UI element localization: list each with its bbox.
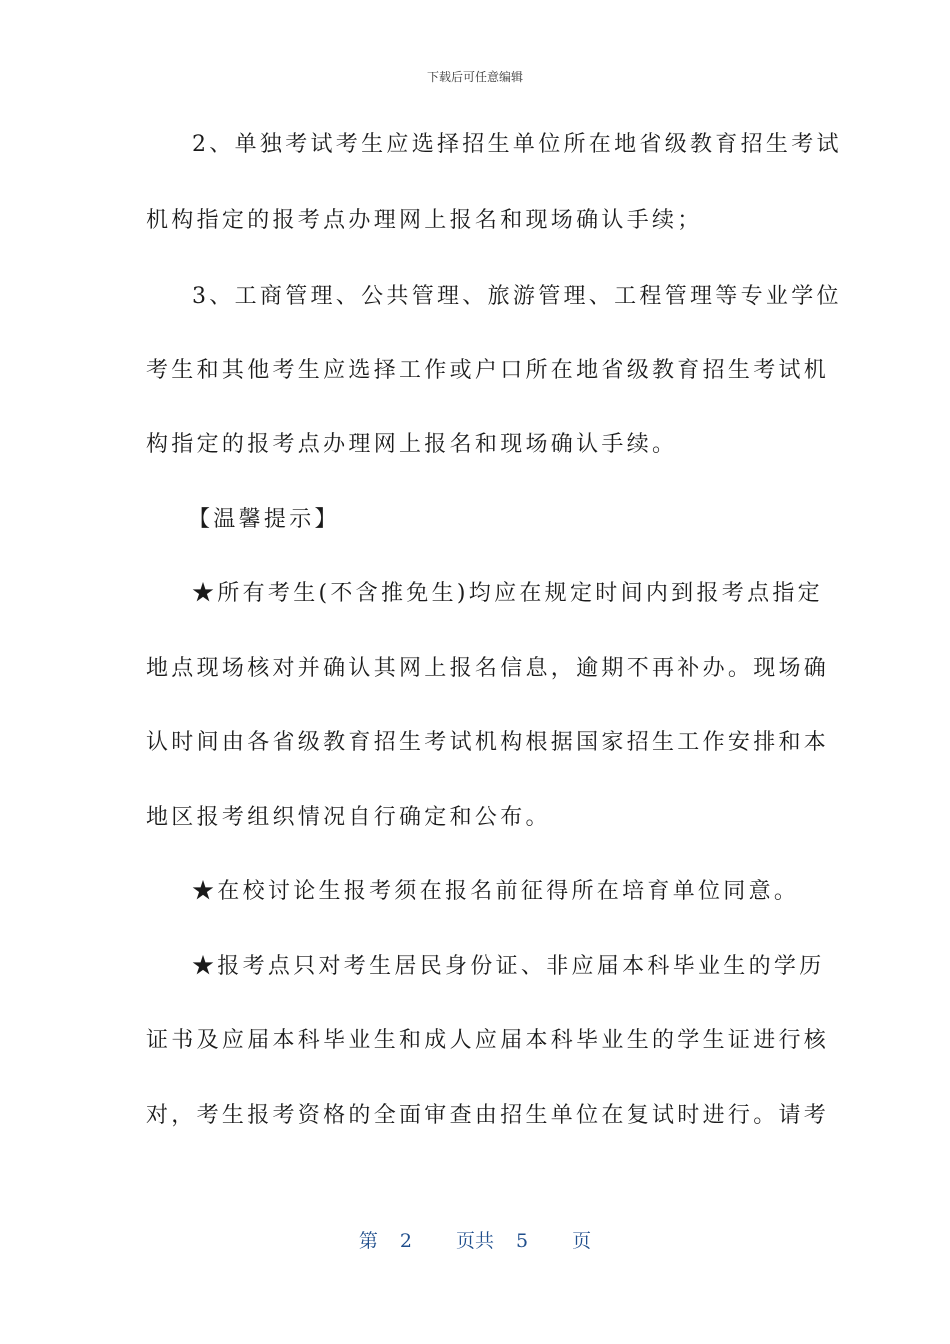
- paragraph-line: ★报考点只对考生居民身份证、非应届本科毕业生的学历: [192, 954, 825, 979]
- paragraph-line: 地点现场核对并确认其网上报名信息，逾期不再补办。现场确: [146, 656, 830, 681]
- paragraph-line: 考生和其他考生应选择工作或户口所在地省级教育招生考试机: [146, 358, 830, 383]
- footer-total-pages: 5: [516, 1230, 529, 1252]
- paragraph-line: 机构指定的报考点办理网上报名和现场确认手续；: [146, 208, 703, 233]
- paragraph-line: 对，考生报考资格的全面审查由招生单位在复试时进行。请考: [146, 1103, 830, 1128]
- paragraph-line: 证书及应届本科毕业生和成人应届本科毕业生的学生证进行核: [146, 1028, 830, 1053]
- paragraph-line: 认时间由各省级教育招生考试机构根据国家招生工作安排和本: [146, 730, 830, 755]
- paragraph-line: ★所有考生(不含推免生)均应在规定时间内到报考点指定: [192, 581, 823, 606]
- paragraph-line: 3、工商管理、公共管理、旅游管理、工程管理等专业学位: [192, 284, 842, 309]
- footer-di: 第: [358, 1230, 378, 1252]
- paragraph-line: ★在校讨论生报考须在报名前征得所在培育单位同意。: [192, 879, 800, 904]
- footer-ye-gong: 页共: [455, 1230, 494, 1252]
- section-heading: 【温馨提示】: [188, 507, 340, 532]
- page-header: 下载后可任意编辑: [426, 70, 523, 84]
- paragraph-line: 地区报考组织情况自行确定和公布。: [146, 805, 551, 830]
- page-footer: [0, 1226, 950, 1253]
- footer-page-number: 2: [399, 1230, 412, 1252]
- footer-ye: 页: [572, 1230, 592, 1252]
- paragraph-line: 构指定的报考点办理网上报名和现场确认手续。: [146, 432, 678, 457]
- paragraph-line: 2、单独考试考生应选择招生单位所在地省级教育招生考试: [192, 132, 842, 157]
